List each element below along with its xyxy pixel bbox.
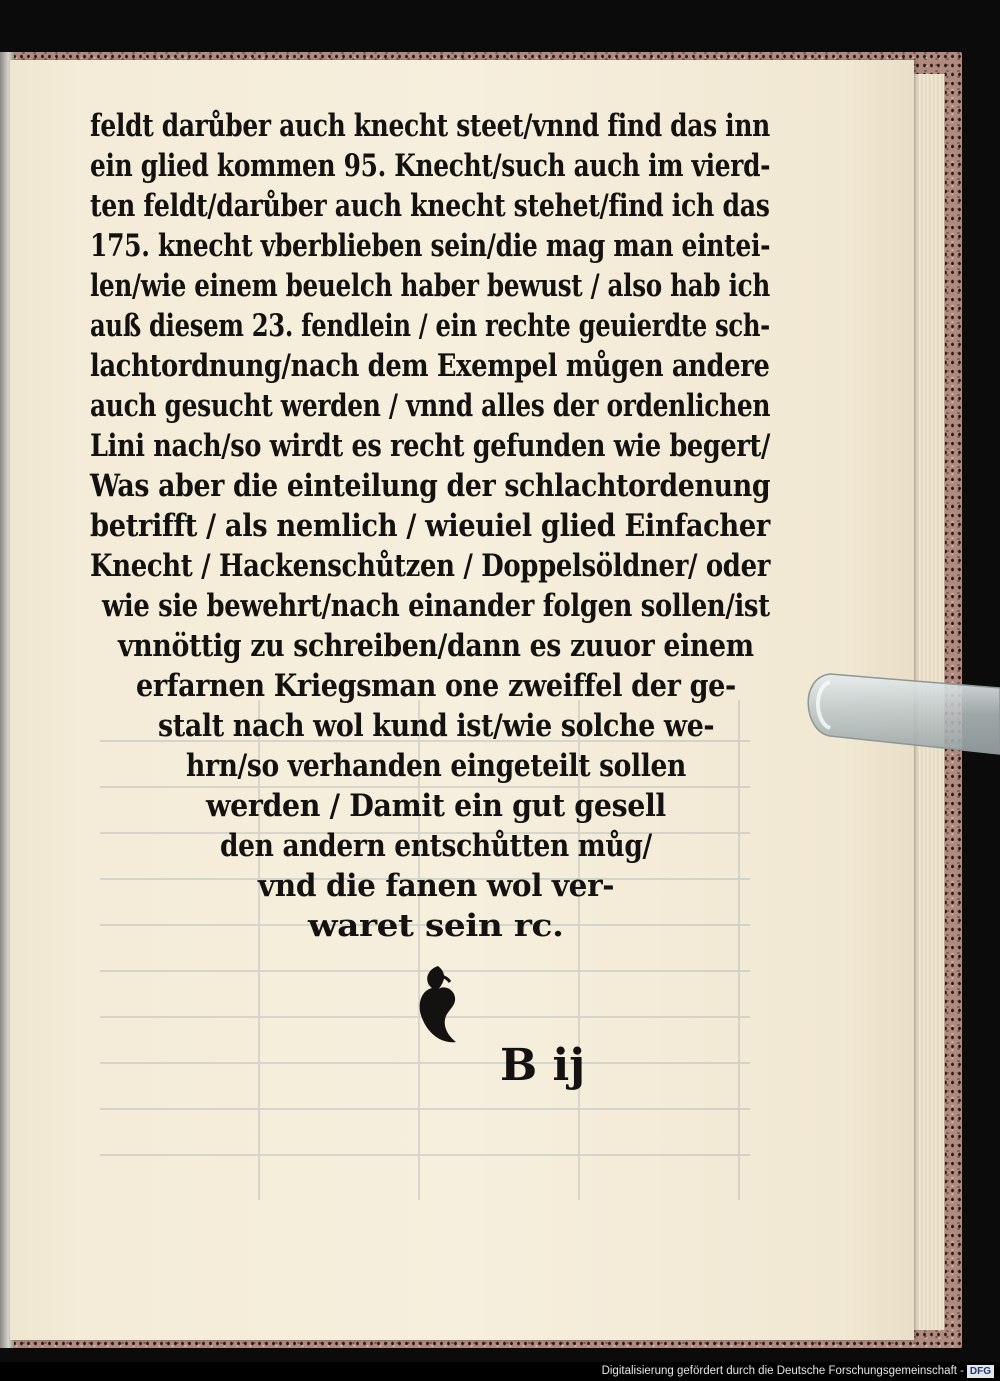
text-line: Lini nach/so wirdt es recht gefunden wie begert/ — [90, 428, 770, 464]
dfg-logo: DFG — [967, 1365, 994, 1378]
text-line: betrifft / als nemlich / wieuiel glied Einfacher — [90, 508, 770, 544]
text-line: stalt nach wol kund ist/wie solche we- — [158, 708, 715, 744]
text-line: auch gesucht werden / vnnd alles der ordenlichen — [90, 388, 771, 424]
text-line: hrn/so verhanden eingeteilt sollen — [186, 748, 686, 784]
book-page — [10, 60, 914, 1340]
glass-page-weight — [800, 666, 1000, 766]
text-line: Was aber die einteilung der schlachtordenung — [90, 468, 771, 504]
text-line: werden / Damit ein gut gesell — [206, 788, 666, 824]
text-line: Knecht / Hackenschůtzen / Doppelsöldner/ oder — [90, 548, 771, 584]
text-line: vnd die fanen wol ver- — [258, 868, 615, 904]
text-line: lachtordnung/nach dem Exempel můgen andere — [90, 348, 770, 384]
text-line: wie sie bewehrt/nach einander folgen sollen/ist — [102, 588, 770, 624]
ornament-leaf-icon — [408, 960, 468, 1050]
footer-credit: Digitalisierung gefördert durch die Deutsche Forschungsgemeinschaft - — [601, 1365, 964, 1377]
text-line: auß diesem 23. fendlein / ein rechte geuierdte sch- — [90, 308, 770, 344]
text-line: len/wie einem beuelch haber bewust / also hab ich — [90, 268, 770, 304]
signature-mark: B ij — [500, 1040, 586, 1091]
text-line: ein glied kommen 95. Knecht/such auch im vierd- — [90, 148, 771, 184]
text-line: ten feldt/darůber auch knecht stehet/find ich das — [90, 188, 770, 224]
text-line: vnnöttig zu schreiben/dann es zuuor einem — [118, 628, 754, 664]
text-line: waret sein rc. — [308, 908, 564, 944]
text-line: den andern entschůtten můg/ — [220, 828, 652, 864]
text-line: 175. knecht vberblieben sein/die mag man eintei- — [90, 228, 771, 264]
text-line: erfarnen Kriegsman one zweiffel der ge- — [136, 668, 736, 704]
text-line: feldt darůber auch knecht steet/vnnd find das inn — [90, 108, 770, 144]
